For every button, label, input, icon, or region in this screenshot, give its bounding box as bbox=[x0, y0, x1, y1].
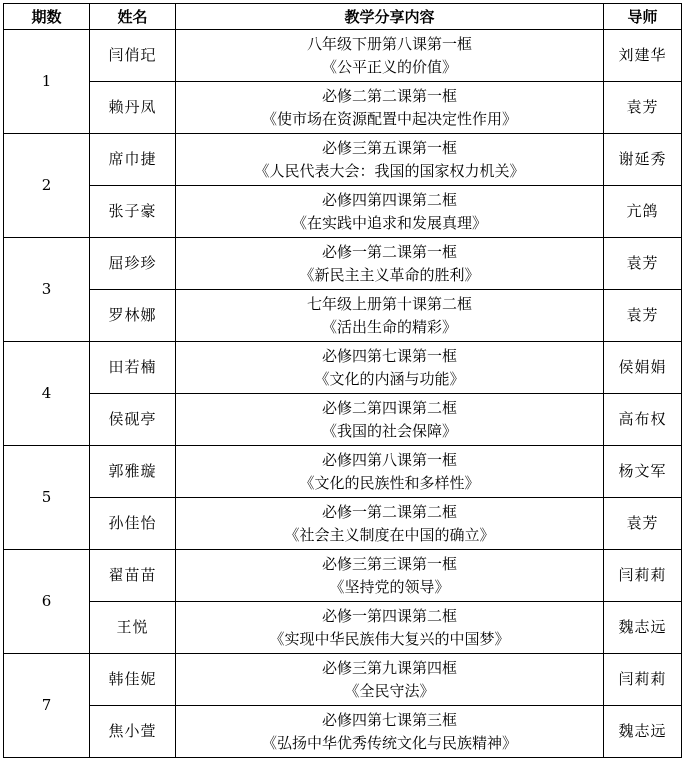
header-period: 期数 bbox=[4, 4, 90, 30]
lesson-line: 必修一第四课第二框 bbox=[321, 606, 457, 625]
lesson-title-line: 《使市场在资源配置中起决定性作用》 bbox=[261, 109, 517, 128]
mentor-cell: 谢延秀 bbox=[604, 134, 682, 186]
lesson-line: 必修四第四课第二框 bbox=[321, 190, 457, 209]
lesson-line: 必修三第五课第一框 bbox=[321, 138, 457, 157]
student-name-cell: 闫俏玘 bbox=[90, 30, 176, 82]
content-cell bbox=[176, 134, 604, 186]
content-cell bbox=[176, 394, 604, 446]
content-cell bbox=[176, 82, 604, 134]
lesson-line: 必修四第七课第三框 bbox=[321, 710, 457, 729]
mentor-cell: 袁芳 bbox=[604, 238, 682, 290]
content-cell bbox=[176, 446, 604, 498]
mentor-cell: 侯娟娟 bbox=[604, 342, 682, 394]
content-cell bbox=[176, 602, 604, 654]
lesson-title-line: 《文化的内涵与功能》 bbox=[314, 369, 465, 388]
lesson-line: 必修四第八课第一框 bbox=[321, 450, 457, 469]
lesson-title-line: 《新民主主义革命的胜利》 bbox=[299, 265, 480, 284]
mentor-cell: 袁芳 bbox=[604, 82, 682, 134]
content-cell bbox=[176, 550, 604, 602]
mentor-cell: 高布权 bbox=[604, 394, 682, 446]
mentor-cell: 魏志远 bbox=[604, 602, 682, 654]
header-content: 教学分享内容 bbox=[176, 4, 604, 30]
content-cell bbox=[176, 238, 604, 290]
table-row bbox=[4, 342, 682, 394]
table-row bbox=[4, 394, 682, 446]
schedule-body bbox=[4, 30, 682, 758]
content-cell bbox=[176, 186, 604, 238]
table-row bbox=[4, 30, 682, 82]
mentor-cell: 杨文军 bbox=[604, 446, 682, 498]
lesson-title-line: 《我国的社会保障》 bbox=[321, 421, 457, 440]
period-cell: 7 bbox=[4, 654, 90, 758]
lesson-title-line: 《人民代表大会：我国的国家权力机关》 bbox=[254, 161, 525, 180]
student-name-cell: 罗林娜 bbox=[90, 290, 176, 342]
period-cell: 3 bbox=[4, 238, 90, 342]
lesson-line: 必修四第七课第一框 bbox=[321, 346, 457, 365]
table-row bbox=[4, 550, 682, 602]
student-name-cell: 田若楠 bbox=[90, 342, 176, 394]
student-name-cell: 赖丹凤 bbox=[90, 82, 176, 134]
lesson-line: 必修一第二课第二框 bbox=[321, 502, 457, 521]
student-name-cell: 席巾捷 bbox=[90, 134, 176, 186]
period-cell: 2 bbox=[4, 134, 90, 238]
student-name-cell: 屈珍珍 bbox=[90, 238, 176, 290]
lesson-title-line: 《公平正义的价值》 bbox=[321, 57, 457, 76]
period-cell: 5 bbox=[4, 446, 90, 550]
student-name-cell: 王悦 bbox=[90, 602, 176, 654]
teaching-share-schedule-table bbox=[3, 3, 682, 758]
table-row bbox=[4, 186, 682, 238]
period-cell: 4 bbox=[4, 342, 90, 446]
student-name-cell: 韩佳妮 bbox=[90, 654, 176, 706]
student-name-cell: 侯砚亭 bbox=[90, 394, 176, 446]
content-cell bbox=[176, 706, 604, 758]
lesson-title-line: 《在实践中追求和发展真理》 bbox=[291, 213, 487, 232]
mentor-cell: 闫莉莉 bbox=[604, 550, 682, 602]
mentor-cell: 袁芳 bbox=[604, 290, 682, 342]
table-row bbox=[4, 134, 682, 186]
mentor-cell: 袁芳 bbox=[604, 498, 682, 550]
header-mentor: 导师 bbox=[604, 4, 682, 30]
content-cell bbox=[176, 654, 604, 706]
lesson-title-line: 《坚持党的领导》 bbox=[329, 577, 450, 596]
content-cell bbox=[176, 498, 604, 550]
lesson-line: 必修一第二课第一框 bbox=[321, 242, 457, 261]
student-name-cell: 张子豪 bbox=[90, 186, 176, 238]
table-row bbox=[4, 290, 682, 342]
header-name: 姓名 bbox=[90, 4, 176, 30]
mentor-cell: 闫莉莉 bbox=[604, 654, 682, 706]
mentor-cell: 魏志远 bbox=[604, 706, 682, 758]
student-name-cell: 孙佳怡 bbox=[90, 498, 176, 550]
lesson-line: 七年级上册第十课第二框 bbox=[306, 294, 472, 313]
student-name-cell: 焦小萱 bbox=[90, 706, 176, 758]
lesson-title-line: 《弘扬中华优秀传统文化与民族精神》 bbox=[261, 733, 517, 752]
table-row bbox=[4, 654, 682, 706]
lesson-title-line: 《文化的民族性和多样性》 bbox=[299, 473, 480, 492]
content-cell bbox=[176, 290, 604, 342]
lesson-line: 必修二第二课第一框 bbox=[321, 86, 457, 105]
lesson-line: 必修二第四课第二框 bbox=[321, 398, 457, 417]
table-row bbox=[4, 498, 682, 550]
lesson-title-line: 《实现中华民族伟大复兴的中国梦》 bbox=[269, 629, 510, 648]
student-name-cell: 郭雅璇 bbox=[90, 446, 176, 498]
content-cell bbox=[176, 30, 604, 82]
table-row bbox=[4, 82, 682, 134]
table-row bbox=[4, 446, 682, 498]
period-cell: 1 bbox=[4, 30, 90, 134]
student-name-cell: 翟苗苗 bbox=[90, 550, 176, 602]
lesson-line: 八年级下册第八课第一框 bbox=[306, 34, 472, 53]
period-cell: 6 bbox=[4, 550, 90, 654]
lesson-line: 必修三第九课第四框 bbox=[321, 658, 457, 677]
lesson-title-line: 《活出生命的精彩》 bbox=[321, 317, 457, 336]
table-row bbox=[4, 238, 682, 290]
header-row bbox=[4, 4, 682, 30]
table-row bbox=[4, 602, 682, 654]
mentor-cell: 亢鸽 bbox=[604, 186, 682, 238]
table-row bbox=[4, 706, 682, 758]
mentor-cell: 刘建华 bbox=[604, 30, 682, 82]
lesson-title-line: 《全民守法》 bbox=[344, 681, 435, 700]
lesson-line: 必修三第三课第一框 bbox=[321, 554, 457, 573]
lesson-title-line: 《社会主义制度在中国的确立》 bbox=[284, 525, 495, 544]
content-cell bbox=[176, 342, 604, 394]
